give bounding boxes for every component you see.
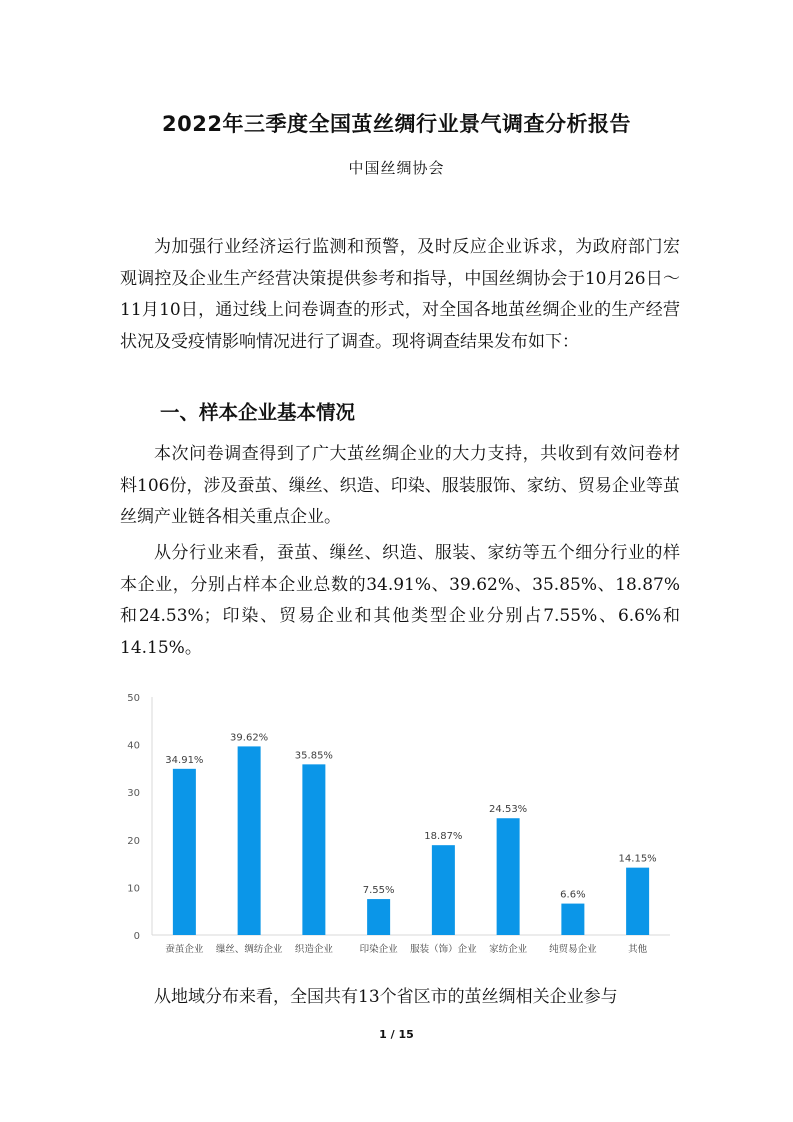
data-label: 35.85% bbox=[294, 750, 333, 762]
bar bbox=[432, 845, 455, 935]
category-label: 家纺企业 bbox=[489, 944, 528, 955]
category-label: 缫丝、绸纺企业 bbox=[215, 944, 283, 955]
data-label: 7.55% bbox=[362, 885, 395, 897]
y-tick-label: 50 bbox=[127, 693, 140, 704]
category-label: 其他 bbox=[628, 944, 648, 955]
bar bbox=[302, 764, 325, 935]
region-paragraph: 从地域分布来看，全国共有13个省区市的茧丝绸相关企业参与 bbox=[154, 987, 618, 1007]
y-tick-label: 0 bbox=[133, 931, 140, 942]
industry-paragraph: 从分行业来看，蚕茧、缫丝、织造、服装、家纺等五个细分行业的样本企业，分别占样本企业总数的34.91%、39.62%、35.85%、18.87%和24.53%；印染、贸易企业和其他类型企业分别占7.55%、6.6%和14.15%。 bbox=[120, 543, 680, 658]
bar bbox=[173, 769, 196, 935]
bar bbox=[626, 868, 649, 935]
category-label: 服装（饰）企业 bbox=[410, 944, 477, 955]
bar bbox=[497, 818, 520, 935]
y-tick-label: 20 bbox=[127, 835, 140, 847]
category-label: 织造企业 bbox=[294, 944, 333, 955]
y-tick-label: 30 bbox=[127, 788, 140, 800]
bar bbox=[561, 904, 584, 935]
data-label: 14.15% bbox=[618, 853, 657, 865]
data-label: 34.91% bbox=[165, 754, 204, 766]
page-number: 1 / 15 bbox=[379, 1028, 414, 1041]
data-label: 6.6% bbox=[560, 889, 586, 901]
section-heading: 一、样本企业基本情况 bbox=[160, 401, 356, 424]
category-label: 蚕茧企业 bbox=[165, 944, 204, 955]
document-title: 2022年三季度全国茧丝绸行业景气调查分析报告 bbox=[162, 112, 631, 136]
category-label: 纯贸易企业 bbox=[549, 944, 597, 955]
industry-share-bar-chart bbox=[110, 685, 680, 970]
organization-name: 中国丝绸协会 bbox=[348, 159, 445, 177]
intro-paragraph: 为加强行业经济运行监测和预警，及时反应企业诉求，为政府部门宏观调控及企业生产经营决策提供参考和指导，中国丝绸协会于10月26日～11月10日，通过线上问卷调查的形式，对全国各地茧丝绸企业的生产经营状况及受疫情影响情况进行了调查。现将调查结果发布如下： bbox=[120, 237, 680, 352]
sample-paragraph: 本次问卷调查得到了广大茧丝绸企业的大力支持，共收到有效问卷材料106份，涉及蚕茧、缫丝、织造、印染、服装服饰、家纺、贸易企业等茧丝绸产业链各相关重点企业。 bbox=[120, 444, 680, 527]
category-label: 印染企业 bbox=[359, 944, 398, 955]
y-tick-label: 40 bbox=[127, 740, 140, 752]
data-label: 18.87% bbox=[424, 831, 463, 843]
bar bbox=[367, 899, 390, 935]
data-label: 39.62% bbox=[230, 732, 269, 744]
y-tick-label: 10 bbox=[127, 883, 140, 895]
data-label: 24.53% bbox=[489, 804, 528, 816]
bar bbox=[238, 746, 261, 935]
